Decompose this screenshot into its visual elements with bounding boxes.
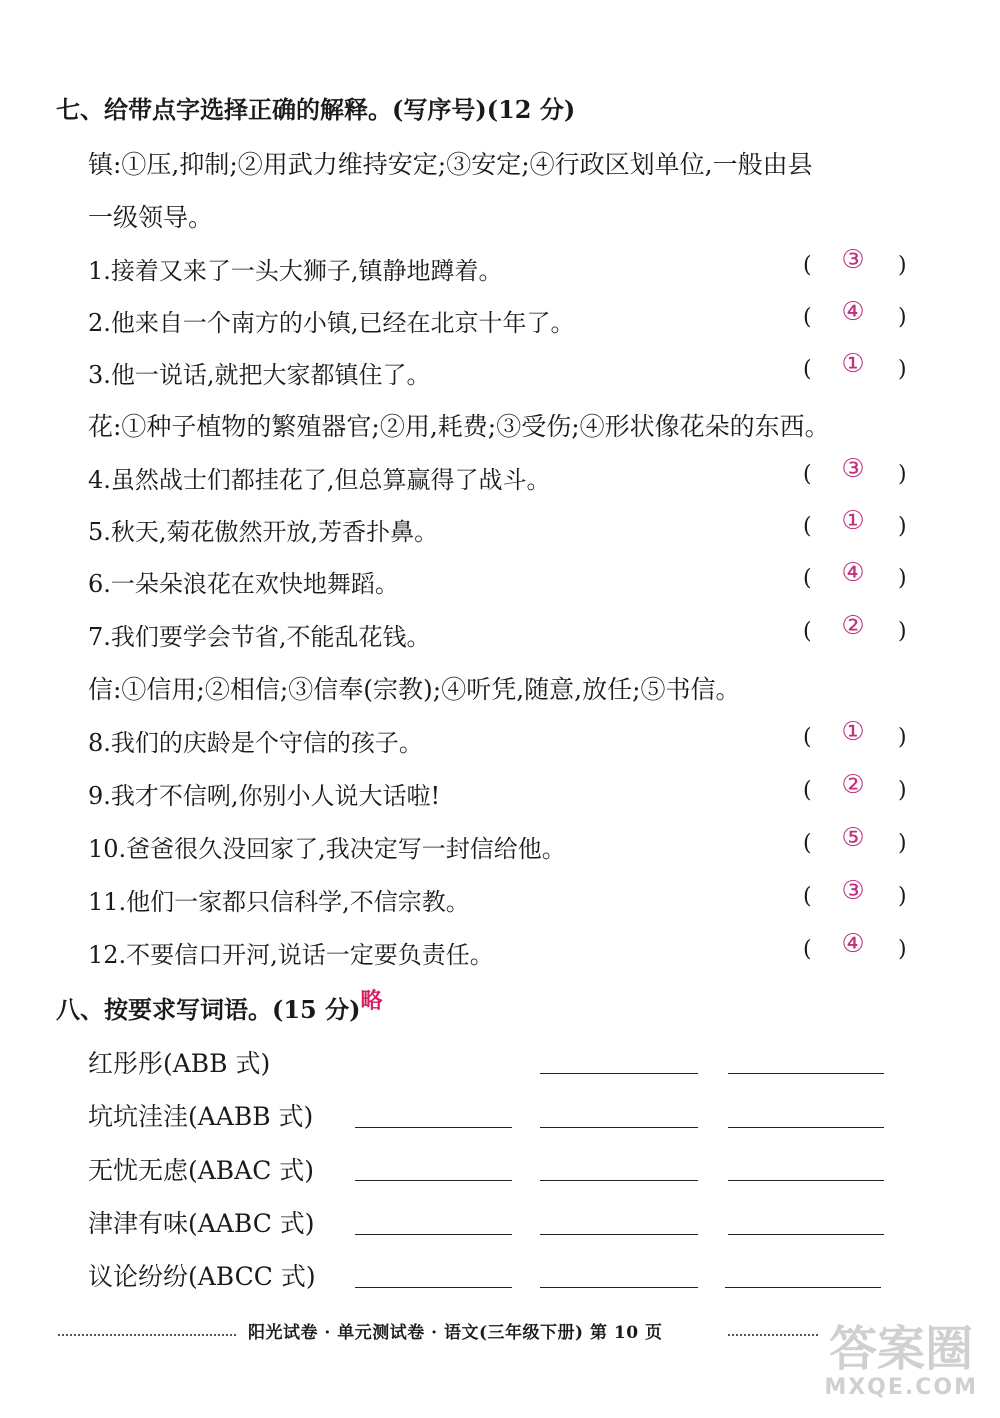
answer-paren-close: ) [898,937,907,962]
definition-line: 花:①种子植物的繁殖器官;②用,耗费;③受伤;④形状像花朵的东西。 [88,412,830,441]
answer-circled-number: ③ [841,876,865,906]
question-item: 9.我才不信咧,你别小人说大话啦! [88,782,441,810]
answer-blank[interactable] [355,1180,512,1181]
answer-paren-close: ) [898,462,907,487]
question-item: 11.他们一家都只信科学,不信宗教。 [88,888,470,916]
question-item: 10.爸爸很久没回家了,我决定写一封信给他。 [88,835,566,863]
answer-paren-close: ) [898,566,907,591]
answer-circled-number: ① [841,349,865,379]
answer-blank[interactable] [728,1073,884,1074]
footer-rule-right [728,1334,818,1336]
section-7-title: 七、给带点字选择正确的解释。(写序号)(12 分) [56,95,576,124]
answer-circled-number: ④ [841,297,865,327]
answer-paren-close: ) [898,357,907,382]
answer-circled-number: ③ [841,454,865,484]
answer-circled-number: ⑤ [841,823,865,853]
answer-blank[interactable] [355,1287,512,1288]
answer-blank[interactable] [728,1127,884,1128]
answer-paren-close: ) [898,619,907,644]
answer-paren-open: ( [803,778,812,803]
definition-line: 镇:①压,抑制;②用武力维持安定;③安定;④行政区划单位,一般由县 [88,150,813,179]
answer-paren-open: ( [803,937,812,962]
word-prompt: 津津有味(AABC 式) [88,1209,315,1238]
answer-blank[interactable] [540,1127,698,1128]
answer-omitted-mark: 略 [360,988,383,1014]
answer-paren-open: ( [803,357,812,382]
answer-paren-open: ( [803,514,812,539]
answer-paren-open: ( [803,725,812,750]
question-item: 2.他来自一个南方的小镇,已经在北京十年了。 [88,309,575,337]
question-item: 4.虽然战士们都挂花了,但总算赢得了战斗。 [88,466,551,494]
footer-rule-left [58,1334,236,1336]
answer-blank[interactable] [355,1234,512,1235]
watermark-bottom-text: MXQE.COM [824,1375,978,1400]
answer-paren-close: ) [898,514,907,539]
answer-paren-open: ( [803,305,812,330]
answer-paren-close: ) [898,778,907,803]
definition-line: 信:①信用;②相信;③信奉(宗教);④听凭,随意,放任;⑤书信。 [88,675,741,704]
answer-circled-number: ④ [841,558,865,588]
answer-blank[interactable] [355,1127,512,1128]
answer-paren-close: ) [898,725,907,750]
answer-paren-close: ) [898,831,907,856]
question-item: 8.我们的庆龄是个守信的孩子。 [88,729,423,757]
answer-paren-close: ) [898,884,907,909]
answer-paren-close: ) [898,253,907,278]
answer-blank[interactable] [540,1180,698,1181]
watermark-top-text: 答案圈 [829,1321,974,1377]
answer-blank[interactable] [540,1234,698,1235]
question-item: 6.一朵朵浪花在欢快地舞蹈。 [88,570,399,598]
question-item: 3.他一说话,就把大家都镇住了。 [88,361,431,389]
answer-paren-open: ( [803,566,812,591]
answer-circled-number: ③ [841,245,865,275]
section-8-title-text: 八、按要求写词语。(15 分) [56,995,361,1024]
answer-paren-open: ( [803,253,812,278]
word-prompt: 无忧无虑(ABAC 式) [88,1156,315,1185]
answer-paren-open: ( [803,462,812,487]
answer-paren-close: ) [898,305,907,330]
answer-circled-number: ① [841,717,865,747]
word-prompt: 红彤彤(ABB 式) [88,1049,271,1078]
answer-circled-number: ② [841,611,865,641]
answer-circled-number: ① [841,506,865,536]
page-footer: 阳光试卷 · 单元测试卷 · 语文(三年级下册) 第 10 页 [248,1323,663,1343]
answer-blank[interactable] [540,1287,698,1288]
answer-paren-open: ( [803,831,812,856]
answer-blank[interactable] [540,1073,698,1074]
answer-circled-number: ② [841,770,865,800]
answer-paren-open: ( [803,619,812,644]
question-item: 12.不要信口开河,说话一定要负责任。 [88,941,494,969]
answer-paren-open: ( [803,884,812,909]
answer-blank[interactable] [725,1287,881,1288]
question-item: 5.秋天,菊花傲然开放,芳香扑鼻。 [88,518,439,546]
site-watermark-logo [824,1323,978,1400]
word-prompt: 坑坑洼洼(AABB 式) [88,1102,314,1131]
answer-blank[interactable] [728,1180,884,1181]
question-item: 7.我们要学会节省,不能乱花钱。 [88,623,431,651]
answer-circled-number: ④ [841,929,865,959]
question-item: 1.接着又来了一头大狮子,镇静地蹲着。 [88,257,503,285]
section-8-title [56,990,382,1025]
answer-blank[interactable] [728,1234,884,1235]
definition-line: 一级领导。 [88,203,214,232]
word-prompt: 议论纷纷(ABCC 式) [88,1262,316,1291]
